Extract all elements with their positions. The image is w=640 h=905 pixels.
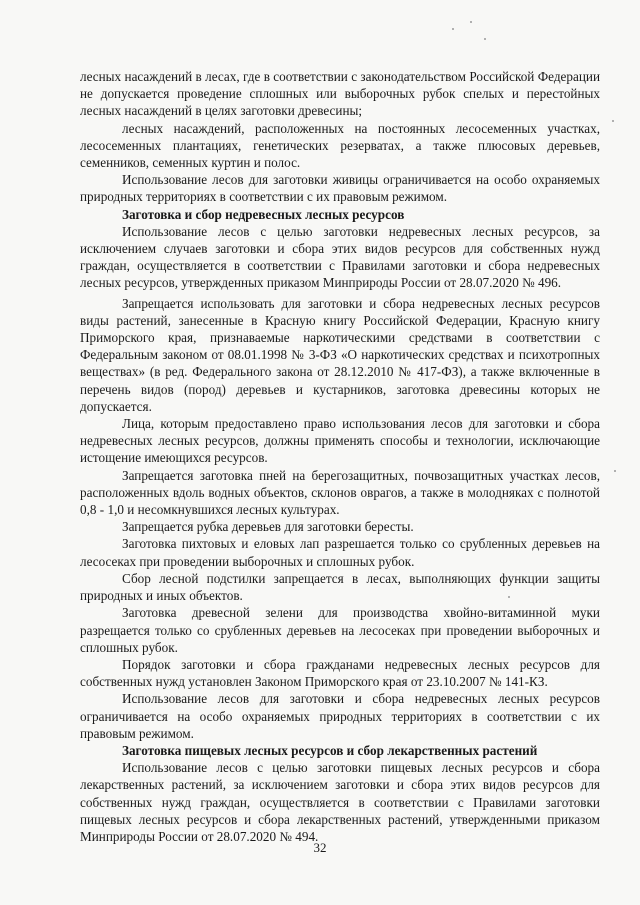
body-paragraph: лесных насаждений, расположенных на постоянных лесосеменных участках, лесосеменных плантациях, генетических резерватах, а также плюсовых деревьев, семенников, семенных куртин и полос. (80, 120, 600, 171)
body-paragraph: Лица, которым предоставлено право использования лесов для заготовки и сбора недревесных лесных ресурсов, должны применять способы и технологии, исключающие истощение имеющихся ресурсов. (80, 416, 600, 466)
body-paragraph: Запрещается рубка деревьев для заготовки бересты. (122, 519, 414, 535)
scan-speck (614, 470, 616, 472)
body-paragraph: Использование лесов для заготовки живицы ограничивается на особо охраняемых природных территориях в соответствии с их правовым режимом. (80, 172, 600, 205)
body-paragraph: Порядок заготовки и сбора гражданами недревесных лесных ресурсов для собственных нужд установлен Законом Приморского края от 23.10.2007 № 141-КЗ. (80, 656, 600, 690)
scan-speck (484, 38, 486, 40)
scan-speck (470, 21, 472, 23)
body-paragraph: Заготовка древесной зелени для производства хвойно-витаминной муки разрещается только со срубленных деревьев на лесосеках при проведении выборочных и сплошных рубок. (80, 605, 600, 655)
scan-speck (508, 596, 510, 598)
document-body (80, 68, 600, 845)
body-paragraph: Заготовка пихтовых и еловых лап разрешается только со срубленных деревьев на лесосеках при проведении выборочных и сплошных рубок. (80, 536, 600, 569)
body-paragraph: Использование лесов с целью заготовки недревесных лесных ресурсов, за исключением случаев заготовки и сбора этих видов ресурсов для собственных нужд граждан, осуществляется в соответствии с Правилами заготовки и сбора недревесных лесных ресурсов, утвержденных приказом Минприроды России от 28.07.2020 № 496. (80, 223, 600, 291)
body-paragraph: Использование лесов для заготовки и сбора недревесных лесных ресурсов ограничивается на особо охраняемых природных территориях в соответствии с их правовым режимом. (80, 691, 600, 741)
scan-speck (612, 120, 614, 122)
section-heading: Заготовка пищевых лесных ресурсов и сбор лекарственных растений (122, 742, 538, 758)
body-paragraph: Запрещается заготовка пней на берегозащитных, почвозащитных участках лесов, расположенных вдоль водных объектов, склонов оврагов, а также в молодняках с полнотой 0,8 - 1,0 и несомкнувшихся лесных культурах. (80, 467, 600, 518)
scan-speck (452, 28, 454, 30)
section-heading: Заготовка и сбор недревесных лесных ресурсов (122, 206, 405, 222)
page-number: 32 (313, 840, 327, 855)
body-paragraph: Использование лесов с целью заготовки пищевых лесных ресурсов и сбора лекарственных растений, за исключением заготовки и сбора этих видов ресурсов для собственных нужд граждан, осуществляется в соответствии с Правилами заготовки пищевых лесных ресурсов и сбора лекарственных растений, утвержденными приказом Минприроды России от 28.07.2020 № 494. (80, 760, 600, 844)
body-paragraph: Запрещается использовать для заготовки и сбора недревесных лесных ресурсов виды растений, занесенные в Красную книгу Российской Федерации, Красную книгу Приморского края, признаваемые наркотическими средствами в соответствии с Федеральным законом от 08.01.1998 № 3-ФЗ «О наркотических средствах и психотропных веществах» (в ред. Федерального закона от 28.12.2010 № 417-ФЗ), а также включенные в перечень видов (пород) деревьев и кустарников, заготовка древесины которых не допускается. (80, 295, 600, 414)
body-paragraph: лесных насаждений в лесах, где в соответствии с законодательством Российской Федерации не допускается проведение сплошных или выборочных рубок спелых и перестойных лесных насаждений в целях заготовки древесины; (80, 69, 600, 119)
body-paragraph: Сбор лесной подстилки запрещается в лесах, выполняющих функции защиты природных и иных объектов. (80, 570, 600, 604)
